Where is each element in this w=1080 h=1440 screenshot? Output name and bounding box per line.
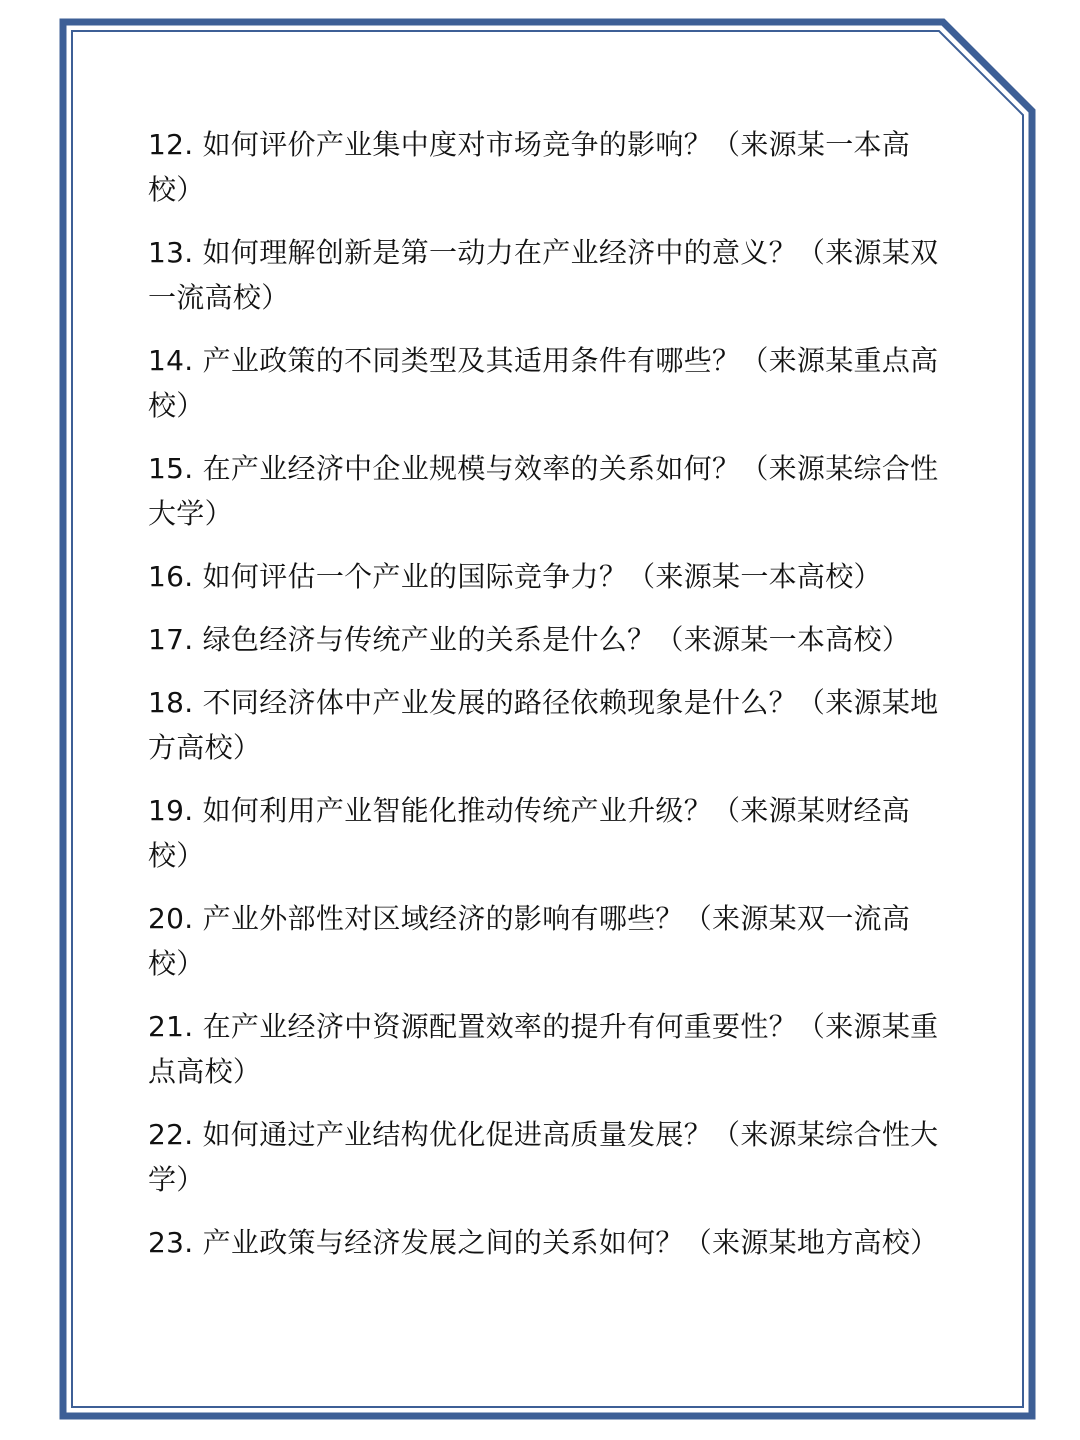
question-item: 14. 产业政策的不同类型及其适用条件有哪些？（来源某重点高校） — [148, 344, 939, 422]
question-item: 15. 在产业经济中企业规模与效率的关系如何？（来源某综合性大学） — [148, 452, 939, 530]
question-item: 13. 如何理解创新是第一动力在产业经济中的意义？（来源某双一流高校） — [148, 236, 939, 314]
question-item: 12. 如何评价产业集中度对市场竞争的影响？（来源某一本高校） — [148, 128, 911, 206]
question-item: 21. 在产业经济中资源配置效率的提升有何重要性？（来源某重点高校） — [148, 1010, 939, 1088]
question-list — [148, 122, 948, 1283]
question-item: 22. 如何通过产业结构优化促进高质量发展？（来源某综合性大学） — [148, 1118, 939, 1196]
question-item: 18. 不同经济体中产业发展的路径依赖现象是什么？（来源某地方高校） — [148, 686, 939, 764]
question-item: 20. 产业外部性对区域经济的影响有哪些？（来源某双一流高校） — [148, 902, 911, 980]
question-item: 16. 如何评估一个产业的国际竞争力？（来源某一本高校） — [148, 560, 882, 593]
question-item: 23. 产业政策与经济发展之间的关系如何？（来源某地方高校） — [148, 1226, 939, 1259]
question-item: 17. 绿色经济与传统产业的关系是什么？（来源某一本高校） — [148, 623, 911, 656]
question-item: 19. 如何利用产业智能化推动传统产业升级？（来源某财经高校） — [148, 794, 911, 872]
